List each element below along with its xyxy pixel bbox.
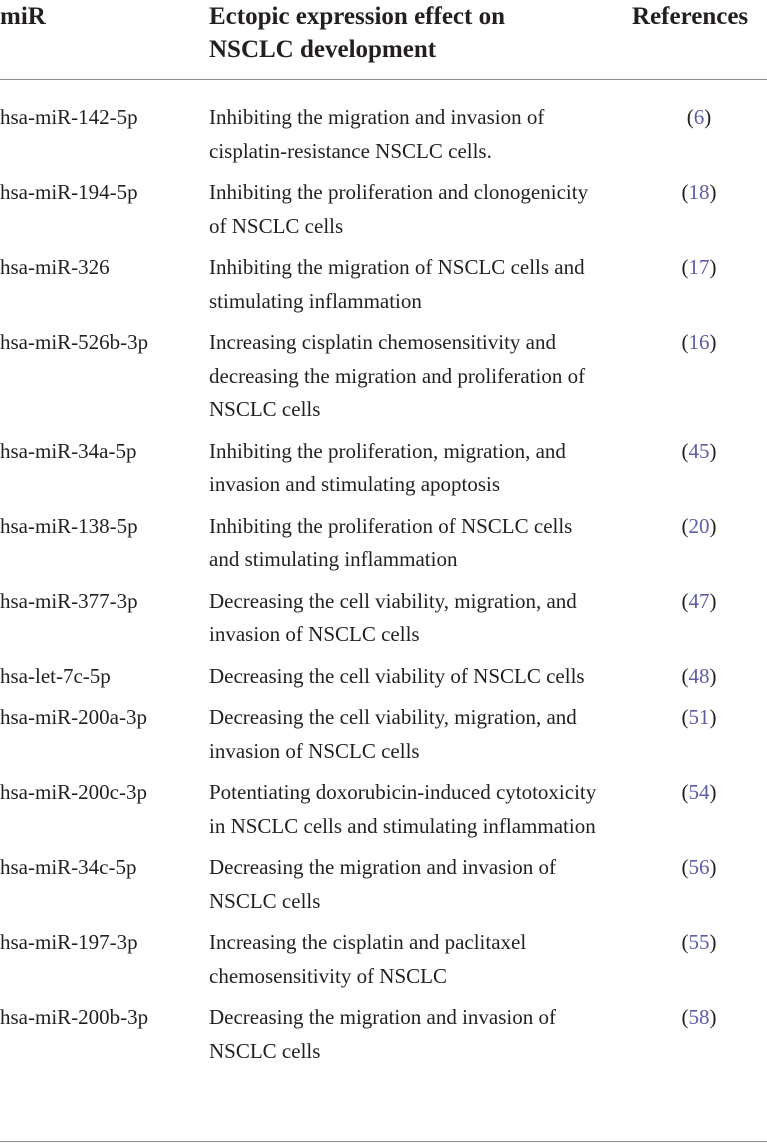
table-row <box>0 701 767 768</box>
table-row <box>0 101 767 168</box>
cell-effect: Inhibiting the migration of NSCLC cells and stimulating inflammation <box>209 255 585 313</box>
cell-mir: hsa-miR-194-5p <box>0 180 138 204</box>
reference-link[interactable]: 6 <box>693 105 705 129</box>
table-row <box>0 251 767 318</box>
cell-mir: hsa-miR-326 <box>0 255 110 279</box>
reference-link[interactable]: 51 <box>688 705 710 729</box>
cell-mir: hsa-miR-138-5p <box>0 513 138 538</box>
cell-reference: (20) <box>681 513 717 538</box>
cell-effect: Potentiating doxorubicin-induced cytotoxicity in NSCLC cells and stimulating inflammation <box>209 780 597 838</box>
cell-effect: Inhibiting the proliferation and clonogenicity of NSCLC cells <box>209 180 589 238</box>
cell-reference: (17) <box>681 255 717 279</box>
reference-link[interactable]: 18 <box>688 180 710 204</box>
cell-reference: (55) <box>681 930 717 954</box>
cell-mir: hsa-let-7c-5p <box>0 663 111 688</box>
table-body <box>0 80 767 1068</box>
cell-reference: (51) <box>681 705 717 729</box>
cell-mir: hsa-miR-200b-3p <box>0 1005 149 1029</box>
header-references: References <box>632 3 749 30</box>
header-mir: miR <box>0 3 46 30</box>
reference-link[interactable]: 45 <box>688 438 710 463</box>
table-row <box>0 660 767 694</box>
reference-link[interactable]: 58 <box>688 1005 710 1029</box>
cell-effect: Decreasing the migration and invasion of NSCLC cells <box>209 855 556 913</box>
table-row <box>0 326 767 427</box>
reference-link[interactable]: 47 <box>688 588 710 613</box>
cell-mir: hsa-miR-377-3p <box>0 588 138 613</box>
reference-link[interactable]: 16 <box>688 330 710 354</box>
cell-mir: hsa-miR-34a-5p <box>0 438 137 463</box>
bottom-rule <box>0 1141 767 1142</box>
cell-reference: (48) <box>681 663 717 688</box>
cell-effect: Increasing cisplatin chemosensitivity and decreasing the migration and proliferation of NSCLC cells <box>209 330 586 421</box>
reference-link[interactable]: 56 <box>688 855 710 879</box>
table-header <box>0 0 767 80</box>
table-row <box>0 176 767 243</box>
table-row <box>0 851 767 918</box>
table-row <box>0 776 767 843</box>
reference-link[interactable]: 48 <box>688 663 710 688</box>
table-row <box>0 926 767 993</box>
cell-mir: hsa-miR-197-3p <box>0 930 138 954</box>
cell-effect: Inhibiting the proliferation, migration, and invasion and stimulating apoptosis <box>209 438 566 496</box>
table-row <box>0 585 767 652</box>
cell-effect: Inhibiting the proliferation of NSCLC cells and stimulating inflammation <box>209 513 573 571</box>
reference-link[interactable]: 17 <box>688 255 710 279</box>
cell-reference: (58) <box>681 1005 717 1029</box>
cell-mir: hsa-miR-526b-3p <box>0 330 149 354</box>
cell-mir: hsa-miR-142-5p <box>0 105 138 129</box>
cell-effect: Decreasing the cell viability, migration, and invasion of NSCLC cells <box>209 588 577 646</box>
cell-reference: (47) <box>681 588 717 613</box>
reference-link[interactable]: 20 <box>688 513 710 538</box>
cell-effect: Decreasing the cell viability of NSCLC cells <box>209 663 585 688</box>
cell-reference: (18) <box>681 180 717 204</box>
cell-mir: hsa-miR-200a-3p <box>0 705 147 729</box>
reference-link[interactable]: 54 <box>688 780 710 804</box>
cell-reference: (56) <box>681 855 717 879</box>
cell-mir: hsa-miR-200c-3p <box>0 780 147 804</box>
header-effect: Ectopic expression effect on NSCLC development <box>209 3 506 63</box>
reference-link[interactable]: 55 <box>688 930 710 954</box>
cell-reference: (45) <box>681 438 717 463</box>
table-row <box>0 435 767 502</box>
cell-mir: hsa-miR-34c-5p <box>0 855 137 879</box>
table-row <box>0 1001 767 1068</box>
table-row <box>0 510 767 577</box>
cell-reference: (6) <box>686 105 712 129</box>
cell-reference: (16) <box>681 330 717 354</box>
cell-effect: Inhibiting the migration and invasion of cisplatin-resistance NSCLC cells. <box>209 105 545 163</box>
cell-effect: Increasing the cisplatin and paclitaxel chemosensitivity of NSCLC <box>209 930 527 988</box>
cell-effect: Decreasing the cell viability, migration, and invasion of NSCLC cells <box>209 705 577 763</box>
cell-reference: (54) <box>681 780 717 804</box>
cell-effect: Decreasing the migration and invasion of NSCLC cells <box>209 1005 556 1063</box>
